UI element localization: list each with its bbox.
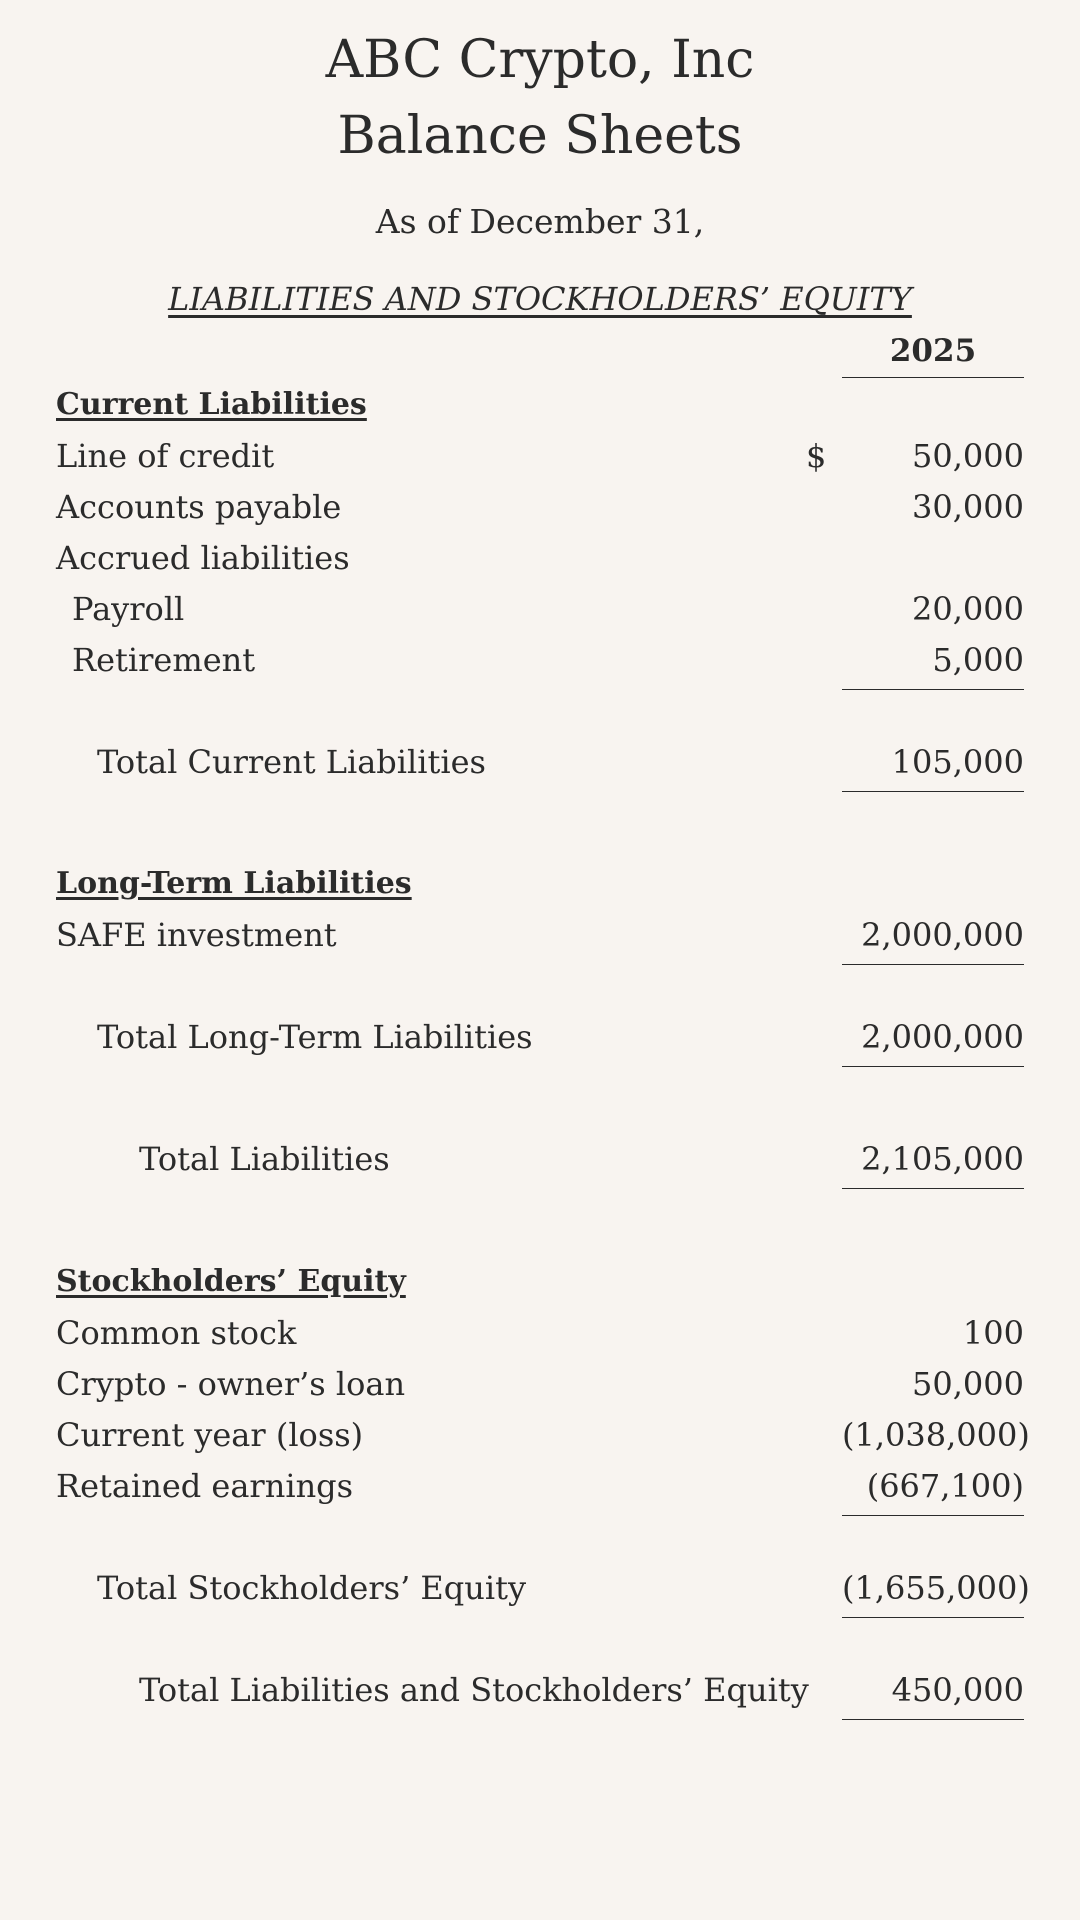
long-term-liabilities-heading: Long-Term Liabilities <box>56 866 412 901</box>
accrued-liabilities-label: Accrued liabilities <box>56 539 350 577</box>
total-stockholders-equity-label: Total Stockholders’ Equity <box>97 1569 527 1607</box>
stockholders-equity-heading: Stockholders’ Equity <box>56 1264 406 1299</box>
accrued-liabilities-row <box>0 536 1080 580</box>
total-current-liabilities-label: Total Current Liabilities <box>97 743 486 781</box>
total-current-liabilities-value: 105,000 <box>842 740 1024 792</box>
accrued-liabilities-value <box>842 536 1024 580</box>
total-current-liabilities-row <box>0 740 1080 784</box>
long-term-liabilities-heading-row <box>0 862 1080 906</box>
owners-loan-row <box>0 1362 1080 1406</box>
statement-title: Balance Sheets <box>337 106 743 166</box>
stockholders-equity-heading-row <box>0 1260 1080 1304</box>
common-stock-label: Common stock <box>56 1314 297 1352</box>
accounts-payable-row <box>0 485 1080 529</box>
section-heading: LIABILITIES AND STOCKHOLDERS’ EQUITY <box>168 280 912 318</box>
common-stock-row <box>0 1311 1080 1355</box>
retained-earnings-value: (667,100) <box>842 1464 1024 1516</box>
grand-total-label: Total Liabilities and Stockholders’ Equity <box>139 1671 809 1709</box>
current-year-loss-value: (1,038,000) <box>842 1416 1030 1454</box>
retirement-value: 5,000 <box>842 638 1024 690</box>
retirement-label: Retirement <box>72 641 256 679</box>
company-name: ABC Crypto, Inc <box>325 30 755 90</box>
line-of-credit-value: 50,000 <box>912 437 1024 475</box>
total-stockholders-equity-row <box>0 1566 1080 1610</box>
payroll-row <box>0 587 1080 631</box>
total-liabilities-row <box>0 1137 1080 1181</box>
current-liabilities-heading: Current Liabilities <box>56 387 367 422</box>
total-long-term-liabilities-row <box>0 1015 1080 1059</box>
owners-loan-value: 50,000 <box>912 1365 1024 1403</box>
currency-symbol: $ <box>806 437 827 475</box>
owners-loan-label: Crypto - owner’s loan <box>56 1365 406 1403</box>
common-stock-value: 100 <box>962 1314 1024 1352</box>
current-year-loss-label: Current year (loss) <box>56 1416 364 1454</box>
safe-investment-row <box>0 913 1080 957</box>
current-liabilities-heading-row <box>0 383 1080 427</box>
line-of-credit-row <box>0 434 1080 478</box>
payroll-value: 20,000 <box>912 590 1024 628</box>
grand-total-value: 450,000 <box>842 1668 1024 1720</box>
safe-investment-label: SAFE investment <box>56 916 337 954</box>
accounts-payable-value: 30,000 <box>912 488 1024 526</box>
total-long-term-liabilities-label: Total Long-Term Liabilities <box>97 1018 533 1056</box>
retained-earnings-row <box>0 1464 1080 1508</box>
safe-investment-value: 2,000,000 <box>842 913 1024 965</box>
total-long-term-liabilities-value: 2,000,000 <box>842 1015 1024 1067</box>
total-liabilities-value: 2,105,000 <box>842 1137 1024 1189</box>
accounts-payable-label: Accounts payable <box>56 488 342 526</box>
payroll-label: Payroll <box>72 590 185 628</box>
grand-total-row <box>0 1668 1080 1712</box>
retirement-row <box>0 638 1080 682</box>
total-stockholders-equity-value: (1,655,000) <box>842 1566 1024 1618</box>
retained-earnings-label: Retained earnings <box>56 1467 354 1505</box>
as-of-date: As of December 31, <box>375 202 705 241</box>
total-liabilities-label: Total Liabilities <box>139 1140 390 1178</box>
year-column-header: 2025 <box>842 333 1024 378</box>
line-of-credit-label: Line of credit <box>56 437 275 475</box>
current-year-loss-row <box>0 1413 1080 1457</box>
